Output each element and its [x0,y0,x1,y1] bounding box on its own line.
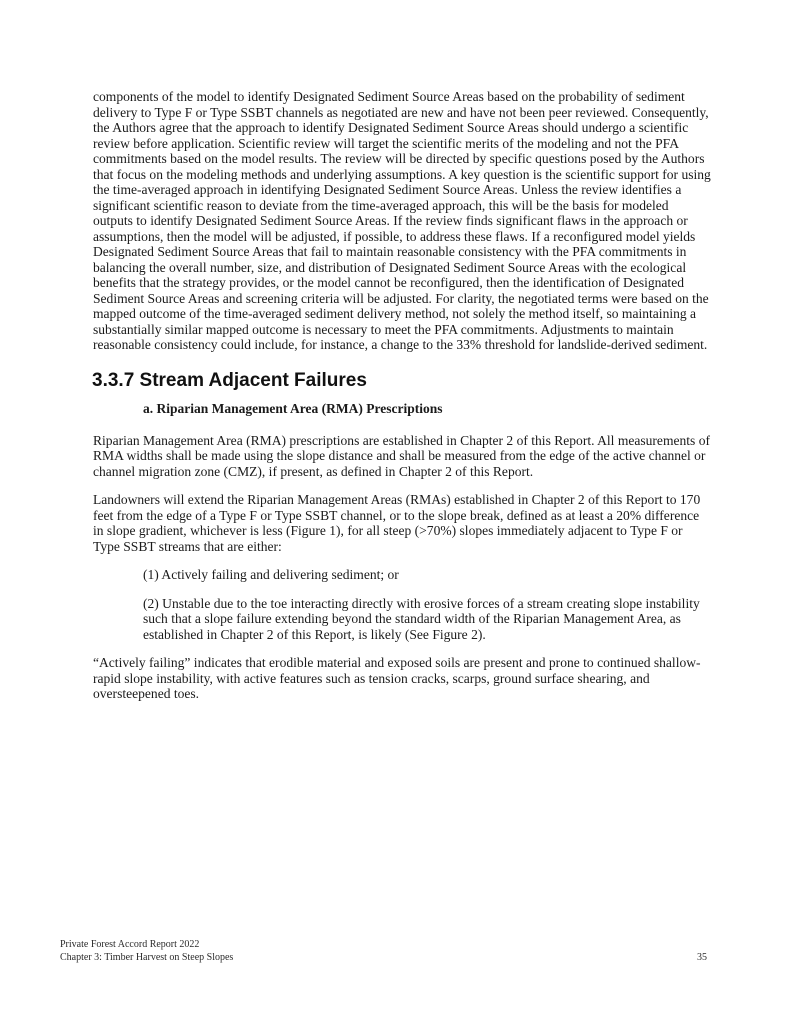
page-number: 35 [697,951,707,963]
intro-paragraph: components of the model to identify Designated Sediment Source Areas based on the probability of sediment delivery to Type F or Type SSBT channels as negotiated are new and have not been peer reviewed. Consequently, the Authors agree that the approach to identify Designated Sediment Source Areas should undergo a scientific review before application. Scientific review will target the scientific merits of the modeling and not the PFA commitments based on the model results. The review will be directed by specific questions posed by the Authors that focus on the modeling methods and underlying assumptions. A key question is the scientific support for using the time-averaged approach in identifying Designated Sediment Source Areas. Unless the review identifies a significant scientific reason to deviate from the time-averaged approach, this will be the basis for modeled outputs to identify Designated Sediment Source Areas. If the review finds significant flaws in the approach or assumptions, then the model will be adjusted, if possible, to address these flaws. If a reconfigured model yields Designated Sediment Source Areas that fail to maintain reasonable consistency with the PFA commitments in balancing the overall number, size, and distribution of Designated Sediment Source Areas with the ecological benefits that the strategy provides, or the model cannot be reconfigured, then the identification of Designated Sediment Source Areas and screening criteria will be adjusted. For clarity, the negotiated terms were based on the mapped outcome of the time-averaged sediment delivery method, not solely the method itself, so maintaining a substantially similar mapped outcome is necessary to meet the PFA commitments. Adjustments to maintain reasonable consistency could include, for instance, a change to the 33% threshold for landslide-derived sediment. [93,89,711,352]
extension-paragraph: Landowners will extend the Riparian Management Areas (RMAs) established in Chapter 2 of this Report to 170 feet from the edge of a Type F or Type SSBT channel, or to the slope break, defined as at least a 20% difference in slope gradient, whichever is less (Figure 1), for all steep (>70%) slopes immediately adjacent to Type F or Type SSBT streams that are either: [93,492,701,554]
list-item: (1) Actively failing and delivering sediment; or [143,567,399,582]
rma-paragraph: Riparian Management Area (RMA) prescriptions are established in Chapter 2 of this Report. All measurements of RMA widths shall be made using the slope distance and shall be measured from the edge of the active channel or channel migration zone (CMZ), if present, as defined in Chapter 2 of this Report. [93,432,710,479]
subsection-heading: a. Riparian Management Area (RMA) Prescriptions [143,400,443,416]
definition-paragraph: “Actively failing” indicates that erodible material and exposed soils are present and prone to continued shallow-rapid slope instability, with active features such as tension cracks, scarps, ground surface shearing, and oversteepened toes. [93,655,701,701]
section-heading: 3.3.7 Stream Adjacent Failures [92,369,367,391]
footer-report-title: Private Forest Accord Report 2022 [60,939,200,950]
footer-chapter-title: Chapter 3: Timber Harvest on Steep Slopes [60,951,234,963]
page-footer [60,939,707,964]
page-body [93,89,711,715]
list-item: (2) Unstable due to the toe interacting directly with erosive forces of a stream creating slope instability such that a slope failure extending beyond the standard width of the Riparian Management Area, as established in Chapter 2 of this Report, is likely (See Figure 2). [143,595,700,642]
